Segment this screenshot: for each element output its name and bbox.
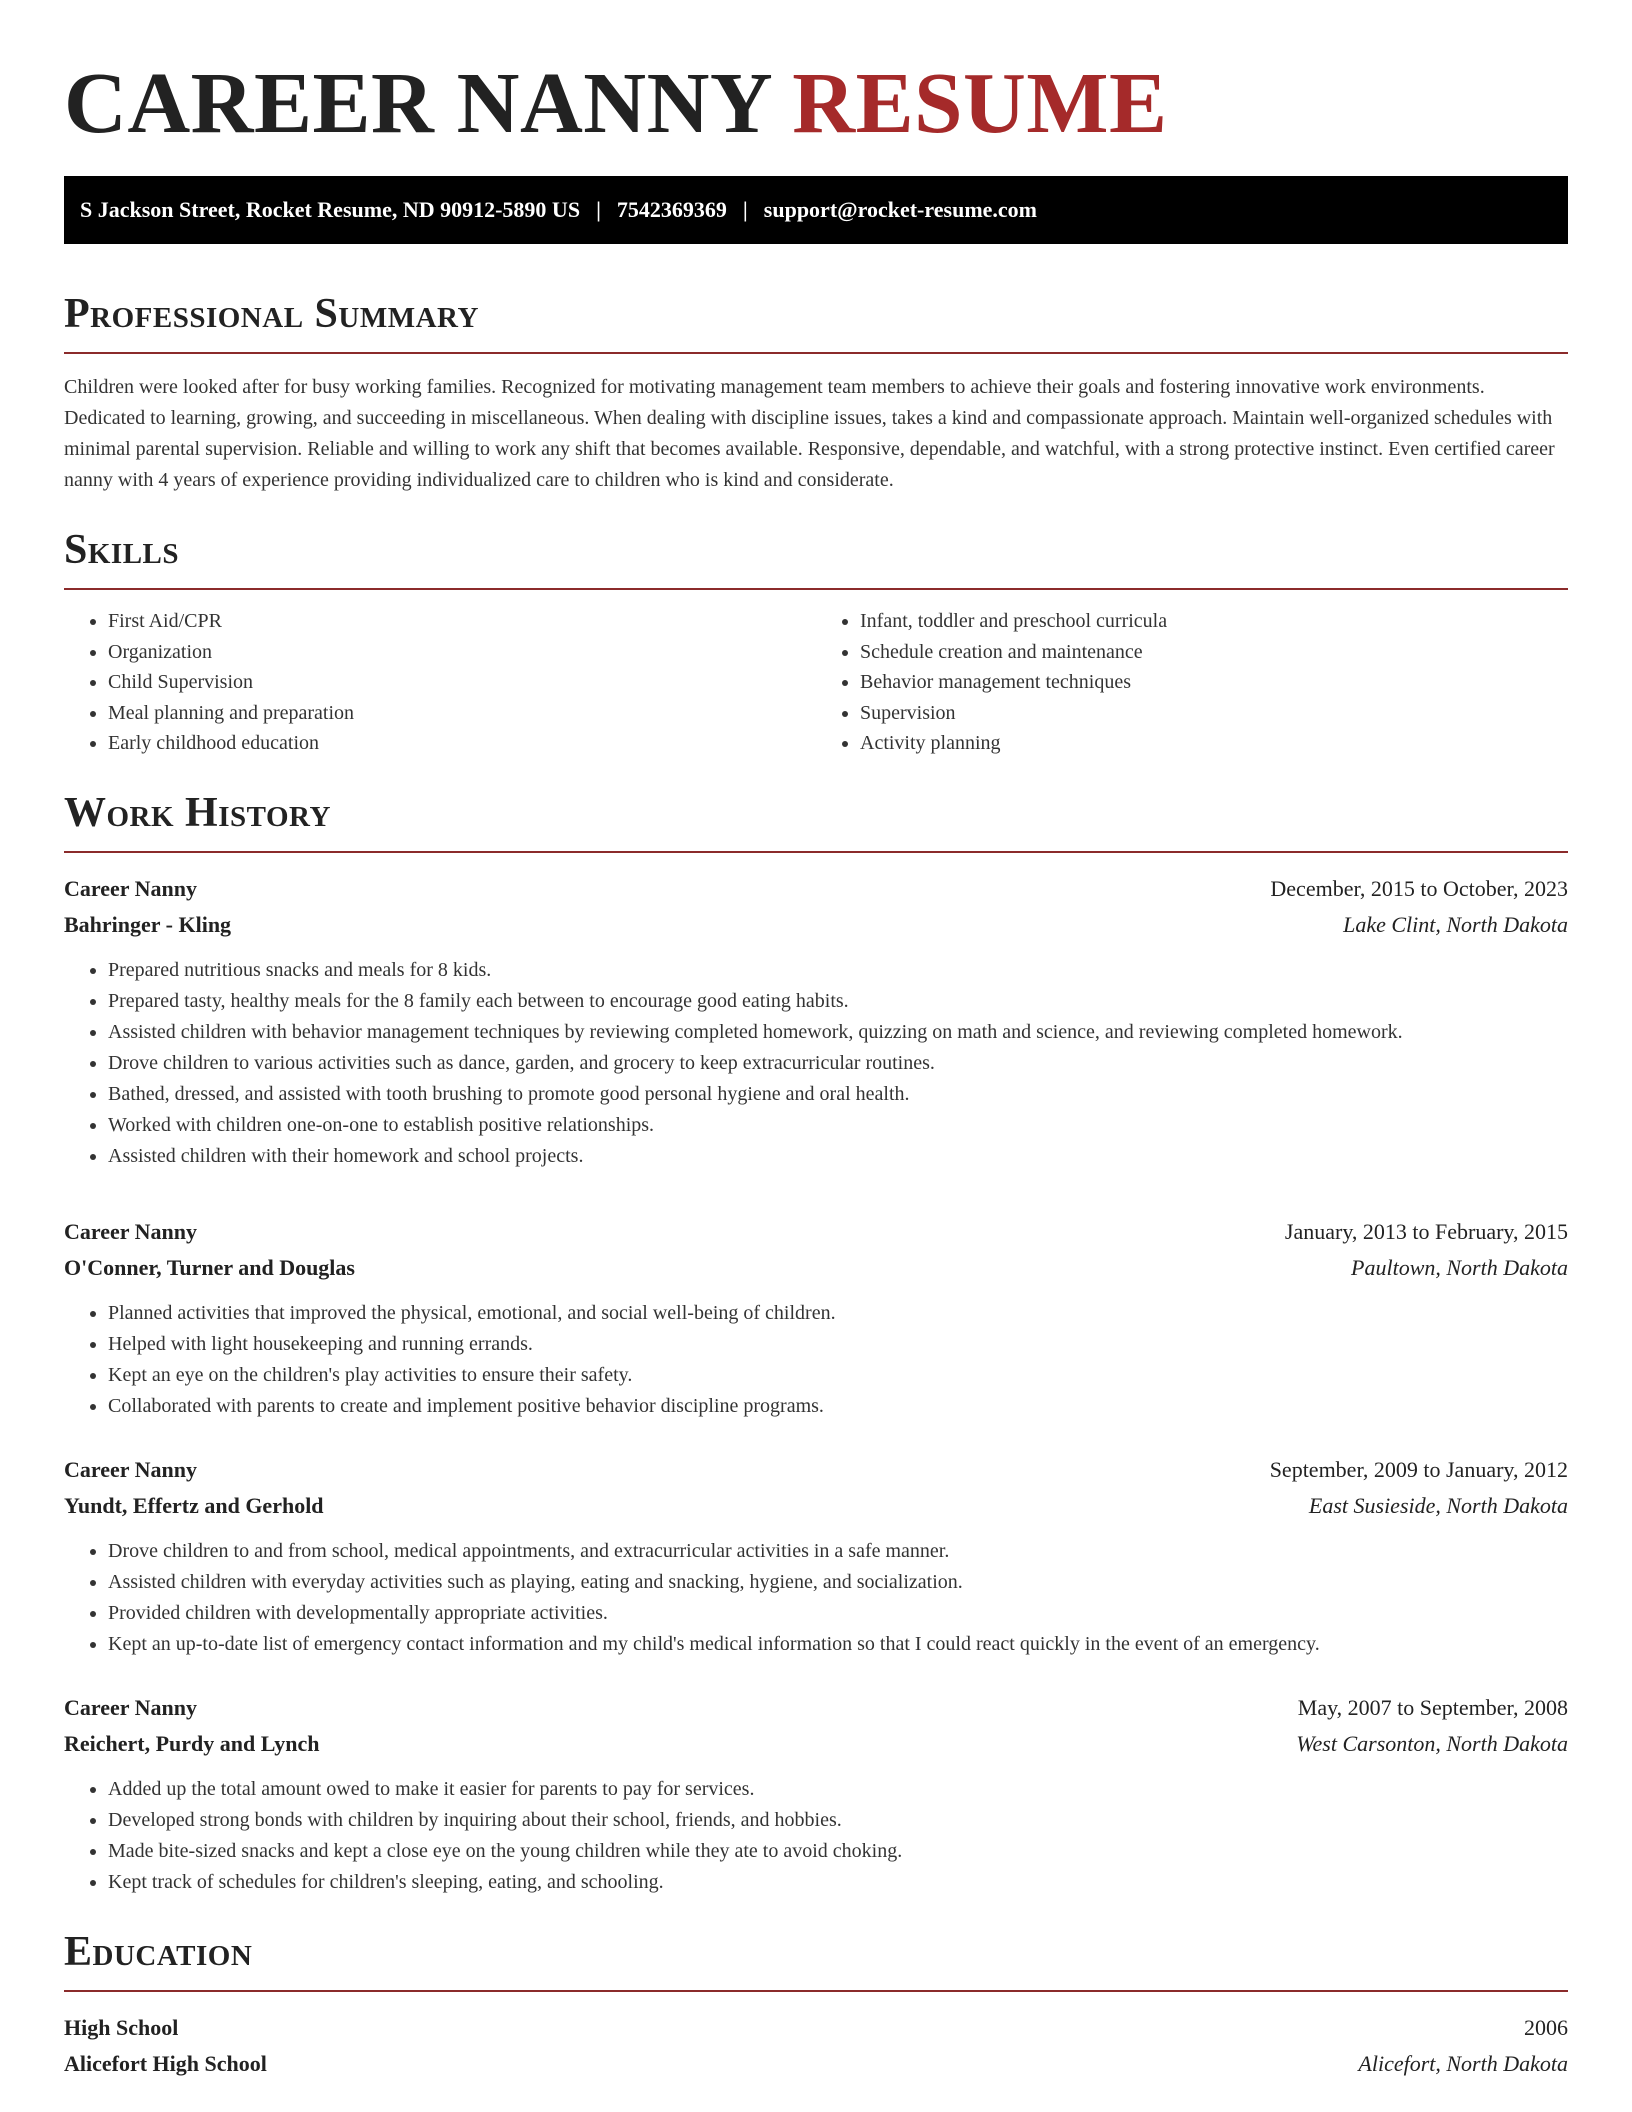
job-bullet: • Planned activities that improved the physical, emotional, and social well-being of children. xyxy=(108,1298,1568,1329)
skill-item: • First Aid/CPR xyxy=(108,606,816,637)
section-divider xyxy=(64,851,1568,853)
job-location: Lake Clint, North Dakota xyxy=(1343,911,1568,937)
job-bullet: • Drove children to and from school, medical appointments, and extracurricular activities in a safe manner. xyxy=(108,1536,1568,1567)
job-dates: January, 2013 to February, 2015 xyxy=(1284,1218,1568,1244)
skill-item: • Schedule creation and maintenance xyxy=(860,637,1568,668)
summary-section xyxy=(64,290,1568,496)
job-location: West Carsonton, North Dakota xyxy=(1296,1730,1568,1756)
job-title: Career Nanny xyxy=(64,1456,198,1482)
education-heading: Education xyxy=(64,1928,253,1975)
section-divider xyxy=(64,1990,1568,1992)
work-heading: Work History xyxy=(64,789,331,836)
education-school: Alicefort High School xyxy=(64,2050,267,2076)
job-bullets xyxy=(64,1298,1568,1422)
job-company: Reichert, Purdy and Lynch xyxy=(64,1730,320,1756)
education-school-row xyxy=(64,2046,1568,2082)
name-accent: RESUME xyxy=(792,54,1168,151)
job-bullet: • Assisted children with everyday activities such as playing, eating and snacking, hygiene, and socialization. xyxy=(108,1567,1568,1598)
education-degree: High School xyxy=(64,2014,179,2040)
job-bullet: • Bathed, dressed, and assisted with tooth brushing to promote good personal hygiene and oral health. xyxy=(108,1079,1568,1110)
job-bullets xyxy=(64,1536,1568,1660)
job-bullet: • Added up the total amount owed to make it easier for parents to pay for services. xyxy=(108,1774,1568,1805)
education-header xyxy=(64,2010,1568,2046)
skill-item: • Early childhood education xyxy=(108,728,816,759)
job-bullets xyxy=(64,1774,1568,1898)
summary-heading: Professional Summary xyxy=(64,291,479,337)
job-header xyxy=(64,1214,1568,1250)
job-bullet: • Assisted children with their homework and school projects. xyxy=(108,1141,1568,1172)
job-entry xyxy=(64,871,1568,1172)
skills-heading: Skills xyxy=(64,527,180,573)
job-location: Paultown, North Dakota xyxy=(1351,1254,1568,1280)
job-title: Career Nanny xyxy=(64,875,198,901)
education-location: Alicefort, North Dakota xyxy=(1358,2050,1568,2076)
work-section xyxy=(64,789,1568,1898)
contact-separator: | xyxy=(596,197,601,222)
skills-columns xyxy=(64,606,1568,759)
job-company-row xyxy=(64,1726,1568,1762)
skills-list-right xyxy=(816,606,1568,759)
contact-address: S Jackson Street, Rocket Resume, ND 90912-5890 US xyxy=(80,197,581,222)
job-bullet: • Collaborated with parents to create and implement positive behavior discipline programs. xyxy=(108,1391,1568,1422)
job-company: Bahringer - Kling xyxy=(64,911,232,937)
skill-item: • Infant, toddler and preschool curricula xyxy=(860,606,1568,637)
section-divider xyxy=(64,352,1568,354)
job-bullet: • Provided children with developmentally appropriate activities. xyxy=(108,1598,1568,1629)
job-bullet: • Assisted children with behavior management techniques by reviewing completed homework, quizzing on math and science, and reviewing completed homework. xyxy=(108,1017,1568,1048)
job-header xyxy=(64,1452,1568,1488)
job-dates: December, 2015 to October, 2023 xyxy=(1270,875,1568,901)
job-bullets xyxy=(64,955,1568,1172)
skill-item: • Activity planning xyxy=(860,728,1568,759)
summary-text: Children were looked after for busy working families. Recognized for motivating management team members to achieve their goals and fostering innovative work environments. Dedicated to learning, growing, and succeeding in miscellaneous. When dealing with discipline issues, takes a kind and compassionate approach. Maintain well-organized schedules with minimal parental supervision. Reliable and willing to work any shift that becomes available. Responsive, dependable, and watchful, with a strong protective instinct. Even certified career nanny with 4 years of experience providing individualized care to children who is kind and considerate. xyxy=(64,376,1555,491)
job-company-row xyxy=(64,907,1568,943)
job-title: Career Nanny xyxy=(64,1218,198,1244)
job-company-row xyxy=(64,1488,1568,1524)
skill-item: • Child Supervision xyxy=(108,667,816,698)
job-bullet: • Prepared tasty, healthy meals for the 8 family each between to encourage good eating habits. xyxy=(108,986,1568,1017)
job-bullet: • Helped with light housekeeping and running errands. xyxy=(108,1329,1568,1360)
skill-item: • Organization xyxy=(108,637,816,668)
education-section xyxy=(64,1928,1568,2082)
section-divider xyxy=(64,588,1568,590)
education-year: 2006 xyxy=(1524,2014,1568,2040)
job-entry xyxy=(64,1452,1568,1660)
contact-phone[interactable]: 7542369369 xyxy=(616,197,727,222)
job-header xyxy=(64,871,1568,907)
job-entry xyxy=(64,1214,1568,1422)
skills-list-left xyxy=(64,606,816,759)
skills-section xyxy=(64,526,1568,759)
skill-item: • Supervision xyxy=(860,698,1568,729)
job-bullet: • Drove children to various activities such as dance, garden, and grocery to keep extracurricular routines. xyxy=(108,1048,1568,1079)
job-bullet: • Made bite-sized snacks and kept a close eye on the young children while they ate to avoid choking. xyxy=(108,1836,1568,1867)
name-main: CAREER NANNY xyxy=(64,54,771,151)
job-dates: May, 2007 to September, 2008 xyxy=(1297,1694,1568,1720)
job-company: Yundt, Effertz and Gerhold xyxy=(64,1492,324,1518)
job-location: East Susieside, North Dakota xyxy=(1308,1492,1568,1518)
contact-bar xyxy=(64,176,1568,244)
job-title: Career Nanny xyxy=(64,1694,198,1720)
job-bullet: • Worked with children one-on-one to establish positive relationships. xyxy=(108,1110,1568,1141)
job-bullet: • Kept an up-to-date list of emergency contact information and my child's medical information so that I could react quickly in the event of an emergency. xyxy=(108,1629,1568,1660)
job-bullet: • Kept track of schedules for children's sleeping, eating, and schooling. xyxy=(108,1867,1568,1898)
job-company: O'Conner, Turner and Douglas xyxy=(64,1254,355,1280)
job-entry xyxy=(64,1690,1568,1898)
job-dates: September, 2009 to January, 2012 xyxy=(1269,1456,1568,1482)
skill-item: • Meal planning and preparation xyxy=(108,698,816,729)
skill-item: • Behavior management techniques xyxy=(860,667,1568,698)
job-header xyxy=(64,1690,1568,1726)
resume-title xyxy=(64,0,1568,151)
job-bullet: • Kept an eye on the children's play activities to ensure their safety. xyxy=(108,1360,1568,1391)
contact-separator: | xyxy=(742,197,748,222)
contact-email[interactable]: support@rocket-resume.com xyxy=(763,197,1037,222)
job-company-row xyxy=(64,1250,1568,1286)
education-entry xyxy=(64,2010,1568,2082)
job-bullet: • Developed strong bonds with children by inquiring about their school, friends, and hobbies. xyxy=(108,1805,1568,1836)
job-bullet: • Prepared nutritious snacks and meals for 8 kids. xyxy=(108,955,1568,986)
